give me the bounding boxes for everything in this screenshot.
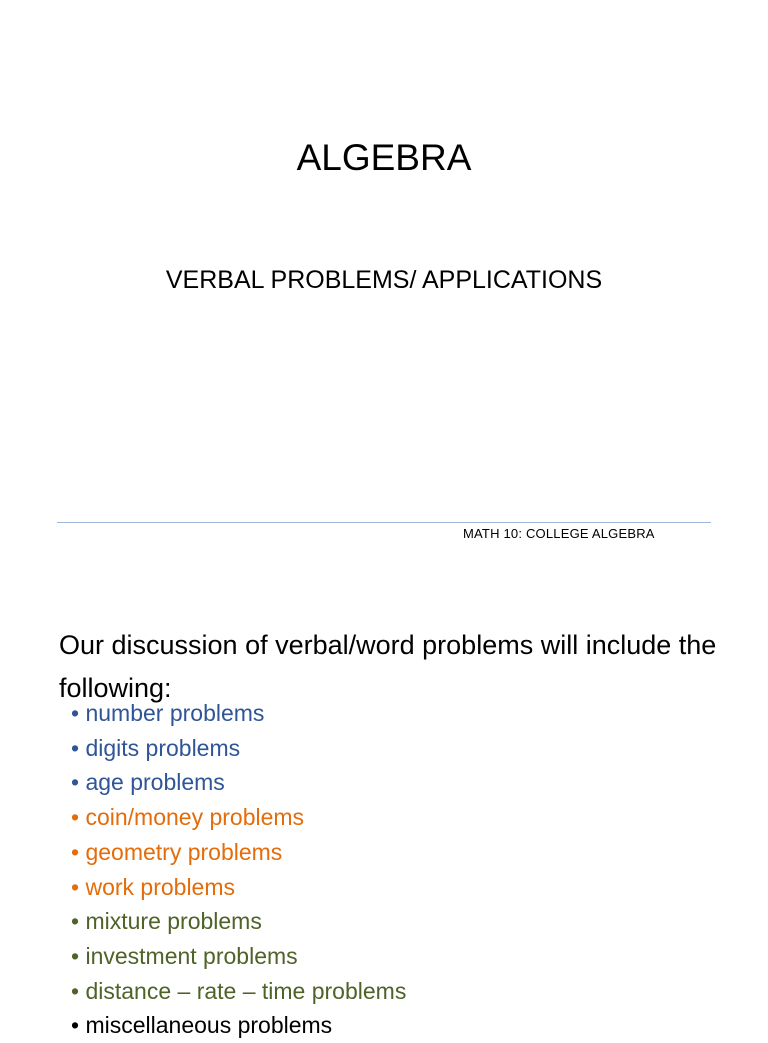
- topic-label: age problems: [85, 769, 225, 796]
- divider-line: [57, 522, 711, 523]
- topic-item: [71, 870, 406, 905]
- topic-item: [71, 904, 406, 939]
- topic-list: [71, 696, 406, 1043]
- topic-label: work problems: [85, 873, 235, 900]
- bullet-icon: •: [71, 977, 80, 1004]
- topic-item: [71, 765, 406, 800]
- bullet-icon: •: [71, 908, 80, 935]
- topic-item: [71, 800, 406, 835]
- topics-slide: [0, 590, 768, 1039]
- topic-label: number problems: [85, 700, 265, 726]
- topic-label: geometry problems: [85, 838, 283, 865]
- topic-item: [71, 835, 406, 870]
- bullet-icon: •: [71, 734, 80, 761]
- course-label: MATH 10: COLLEGE ALGEBRA: [463, 526, 655, 541]
- topic-label: distance – rate – time problems: [85, 977, 407, 1004]
- topic-label: investment problems: [85, 942, 298, 969]
- bullet-icon: •: [71, 942, 80, 969]
- topic-label: coin/money problems: [85, 804, 305, 831]
- slide-title: ALGEBRA: [296, 137, 472, 178]
- slide-subtitle: VERBAL PROBLEMS/ APPLICATIONS: [165, 266, 603, 294]
- bullet-icon: •: [71, 1012, 80, 1039]
- intro-text: Our discussion of verbal/word problems will include the following:: [59, 630, 717, 703]
- bullet-icon: •: [71, 873, 80, 900]
- topic-label: digits problems: [85, 734, 241, 761]
- topic-item: [71, 1008, 406, 1043]
- topic-label: mixture problems: [85, 908, 262, 935]
- bullet-icon: •: [71, 700, 80, 726]
- bullet-icon: •: [71, 838, 80, 865]
- topic-item: [71, 974, 406, 1009]
- topic-item: [71, 731, 406, 766]
- topic-item: [71, 939, 406, 974]
- bullet-icon: •: [71, 769, 80, 796]
- topic-item: [71, 696, 406, 731]
- topic-label: miscellaneous problems: [85, 1012, 333, 1039]
- bullet-icon: •: [71, 804, 80, 831]
